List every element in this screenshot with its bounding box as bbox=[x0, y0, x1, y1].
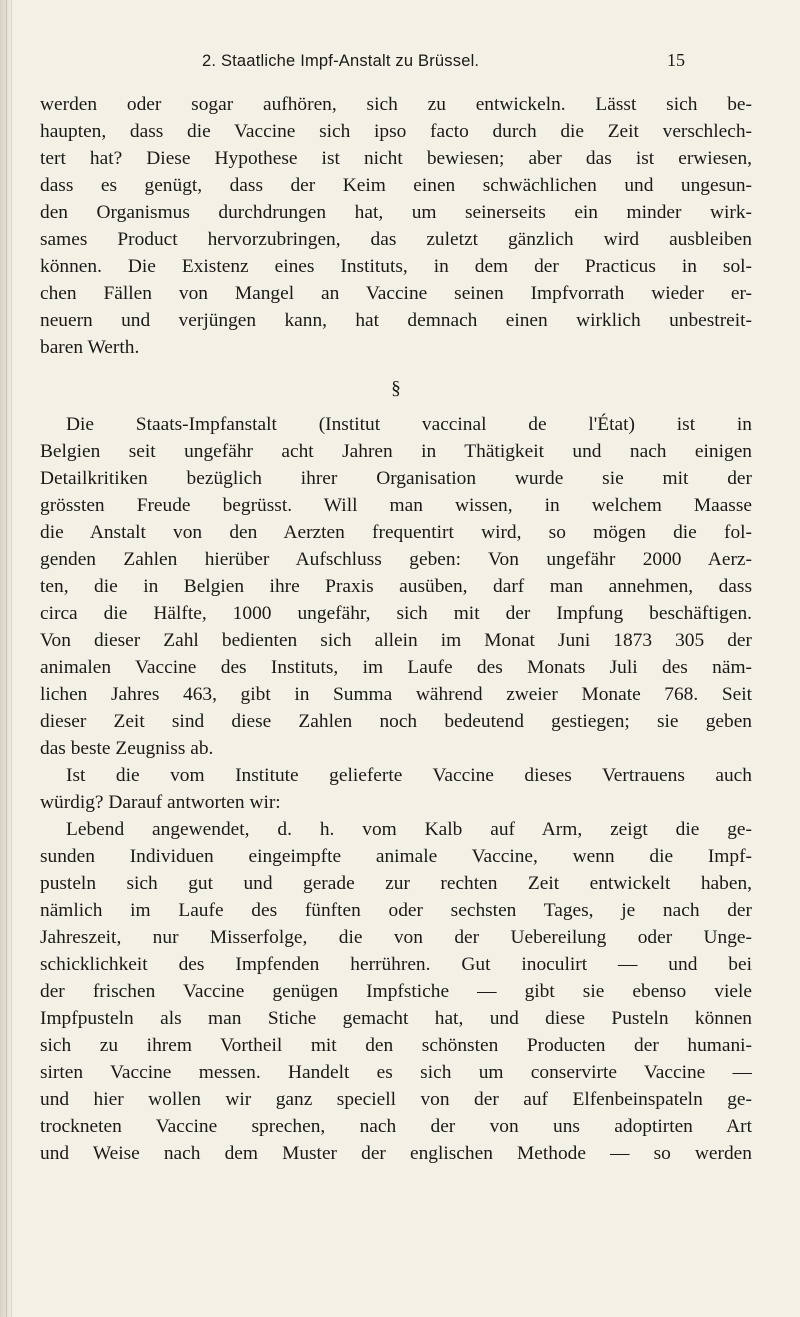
page-header bbox=[0, 50, 800, 76]
section-mark: § bbox=[391, 378, 401, 399]
text-line: neuern und verjüngen kann, hat demnach einen wirklich unbestreit- bbox=[40, 310, 752, 331]
text-line: sich zu ihrem Vortheil mit den schönsten Producten der humani- bbox=[40, 1035, 752, 1056]
text-line: Detailkritiken bezüglich ihrer Organisation wurde sie mit der bbox=[40, 468, 752, 489]
paragraph-4 bbox=[40, 816, 752, 1167]
text-line: das beste Zeugniss ab. bbox=[40, 738, 214, 759]
text-line: sames Product hervorzubringen, das zuletzt gänzlich wird ausbleiben bbox=[40, 229, 752, 250]
text-line: Ist die vom Institute gelieferte Vaccine dieses Vertrauens auch bbox=[66, 765, 752, 786]
text-line: schicklichkeit des Impfenden herrühren. Gut inoculirt — und bei bbox=[40, 954, 752, 975]
text-line: Lebend angewendet, d. h. vom Kalb auf Arm, zeigt die ge- bbox=[66, 819, 752, 840]
text-line: würdig? Darauf antworten wir: bbox=[40, 792, 281, 813]
paragraph-3 bbox=[40, 762, 752, 816]
text-line: die Anstalt von den Aerzten frequentirt wird, so mögen die fol- bbox=[40, 522, 752, 543]
text-line: tert hat? Diese Hypothese ist nicht bewiesen; aber das ist erwiesen, bbox=[40, 148, 752, 169]
book-spine-edge bbox=[6, 0, 7, 1317]
text-line: sunden Individuen eingeimpfte animale Vaccine, wenn die Impf- bbox=[40, 846, 752, 867]
text-line: Impfpusteln als man Stiche gemacht hat, und diese Pusteln können bbox=[40, 1008, 752, 1029]
page-number: 15 bbox=[667, 50, 685, 70]
text-line: grössten Freude begrüsst. Will man wissen, in welchem Maasse bbox=[40, 495, 752, 516]
text-line: haupten, dass die Vaccine sich ipso facto durch die Zeit verschlech- bbox=[40, 121, 752, 142]
text-line: können. Die Existenz eines Instituts, in dem der Practicus in sol- bbox=[40, 256, 752, 277]
text-line: den Organismus durchdrungen hat, um seinerseits ein minder wirk- bbox=[40, 202, 752, 223]
text-line: Die Staats-Impfanstalt (Institut vaccinal de l'État) ist in bbox=[66, 414, 752, 435]
text-line: animalen Vaccine des Instituts, im Laufe des Monats Juli des näm- bbox=[40, 657, 752, 678]
book-spine-edge-inner bbox=[11, 0, 12, 1317]
text-line: genden Zahlen hierüber Aufschluss geben: Von ungefähr 2000 Aerz- bbox=[40, 549, 752, 570]
text-line: ten, die in Belgien ihre Praxis ausüben, darf man annehmen, dass bbox=[40, 576, 752, 597]
text-line: der frischen Vaccine genügen Impfstiche — gibt sie ebenso viele bbox=[40, 981, 752, 1002]
text-line: circa die Hälfte, 1000 ungefähr, sich mit der Impfung beschäftigen. bbox=[40, 603, 752, 624]
paragraph-1 bbox=[40, 91, 752, 361]
text-line: sirten Vaccine messen. Handelt es sich um conservirte Vaccine — bbox=[40, 1062, 752, 1083]
paragraph-2 bbox=[40, 411, 752, 762]
text-line: Jahreszeit, nur Misserfolge, die von der Uebereilung oder Unge- bbox=[40, 927, 752, 948]
text-line: Von dieser Zahl bedienten sich allein im Monat Juni 1873 305 der bbox=[40, 630, 752, 651]
text-line: und Weise nach dem Muster der englischen Methode — so werden bbox=[40, 1143, 752, 1164]
text-line: Belgien seit ungefähr acht Jahren in Thätigkeit und nach einigen bbox=[40, 441, 752, 462]
text-line: werden oder sogar aufhören, sich zu entwickeln. Lässt sich be- bbox=[40, 94, 752, 115]
text-line: und hier wollen wir ganz speciell von der auf Elfenbeinspateln ge- bbox=[40, 1089, 752, 1110]
text-line: trockneten Vaccine sprechen, nach der von uns adoptirten Art bbox=[40, 1116, 752, 1137]
text-line: dass es genügt, dass der Keim einen schwächlichen und ungesun- bbox=[40, 175, 752, 196]
text-line: chen Fällen von Mangel an Vaccine seinen Impfvorrath wieder er- bbox=[40, 283, 752, 304]
text-line: nämlich im Laufe des fünften oder sechsten Tages, je nach der bbox=[40, 900, 752, 921]
running-head: 2. Staatliche Impf-Anstalt zu Brüssel. bbox=[202, 52, 480, 70]
text-line: lichen Jahres 463, gibt in Summa während zweier Monate 768. Seit bbox=[40, 684, 752, 705]
text-line: baren Werth. bbox=[40, 337, 140, 358]
text-line: dieser Zeit sind diese Zahlen noch bedeutend gestiegen; sie geben bbox=[40, 711, 752, 732]
text-line: pusteln sich gut und gerade zur rechten Zeit entwickelt haben, bbox=[40, 873, 752, 894]
body-text bbox=[40, 91, 752, 1167]
